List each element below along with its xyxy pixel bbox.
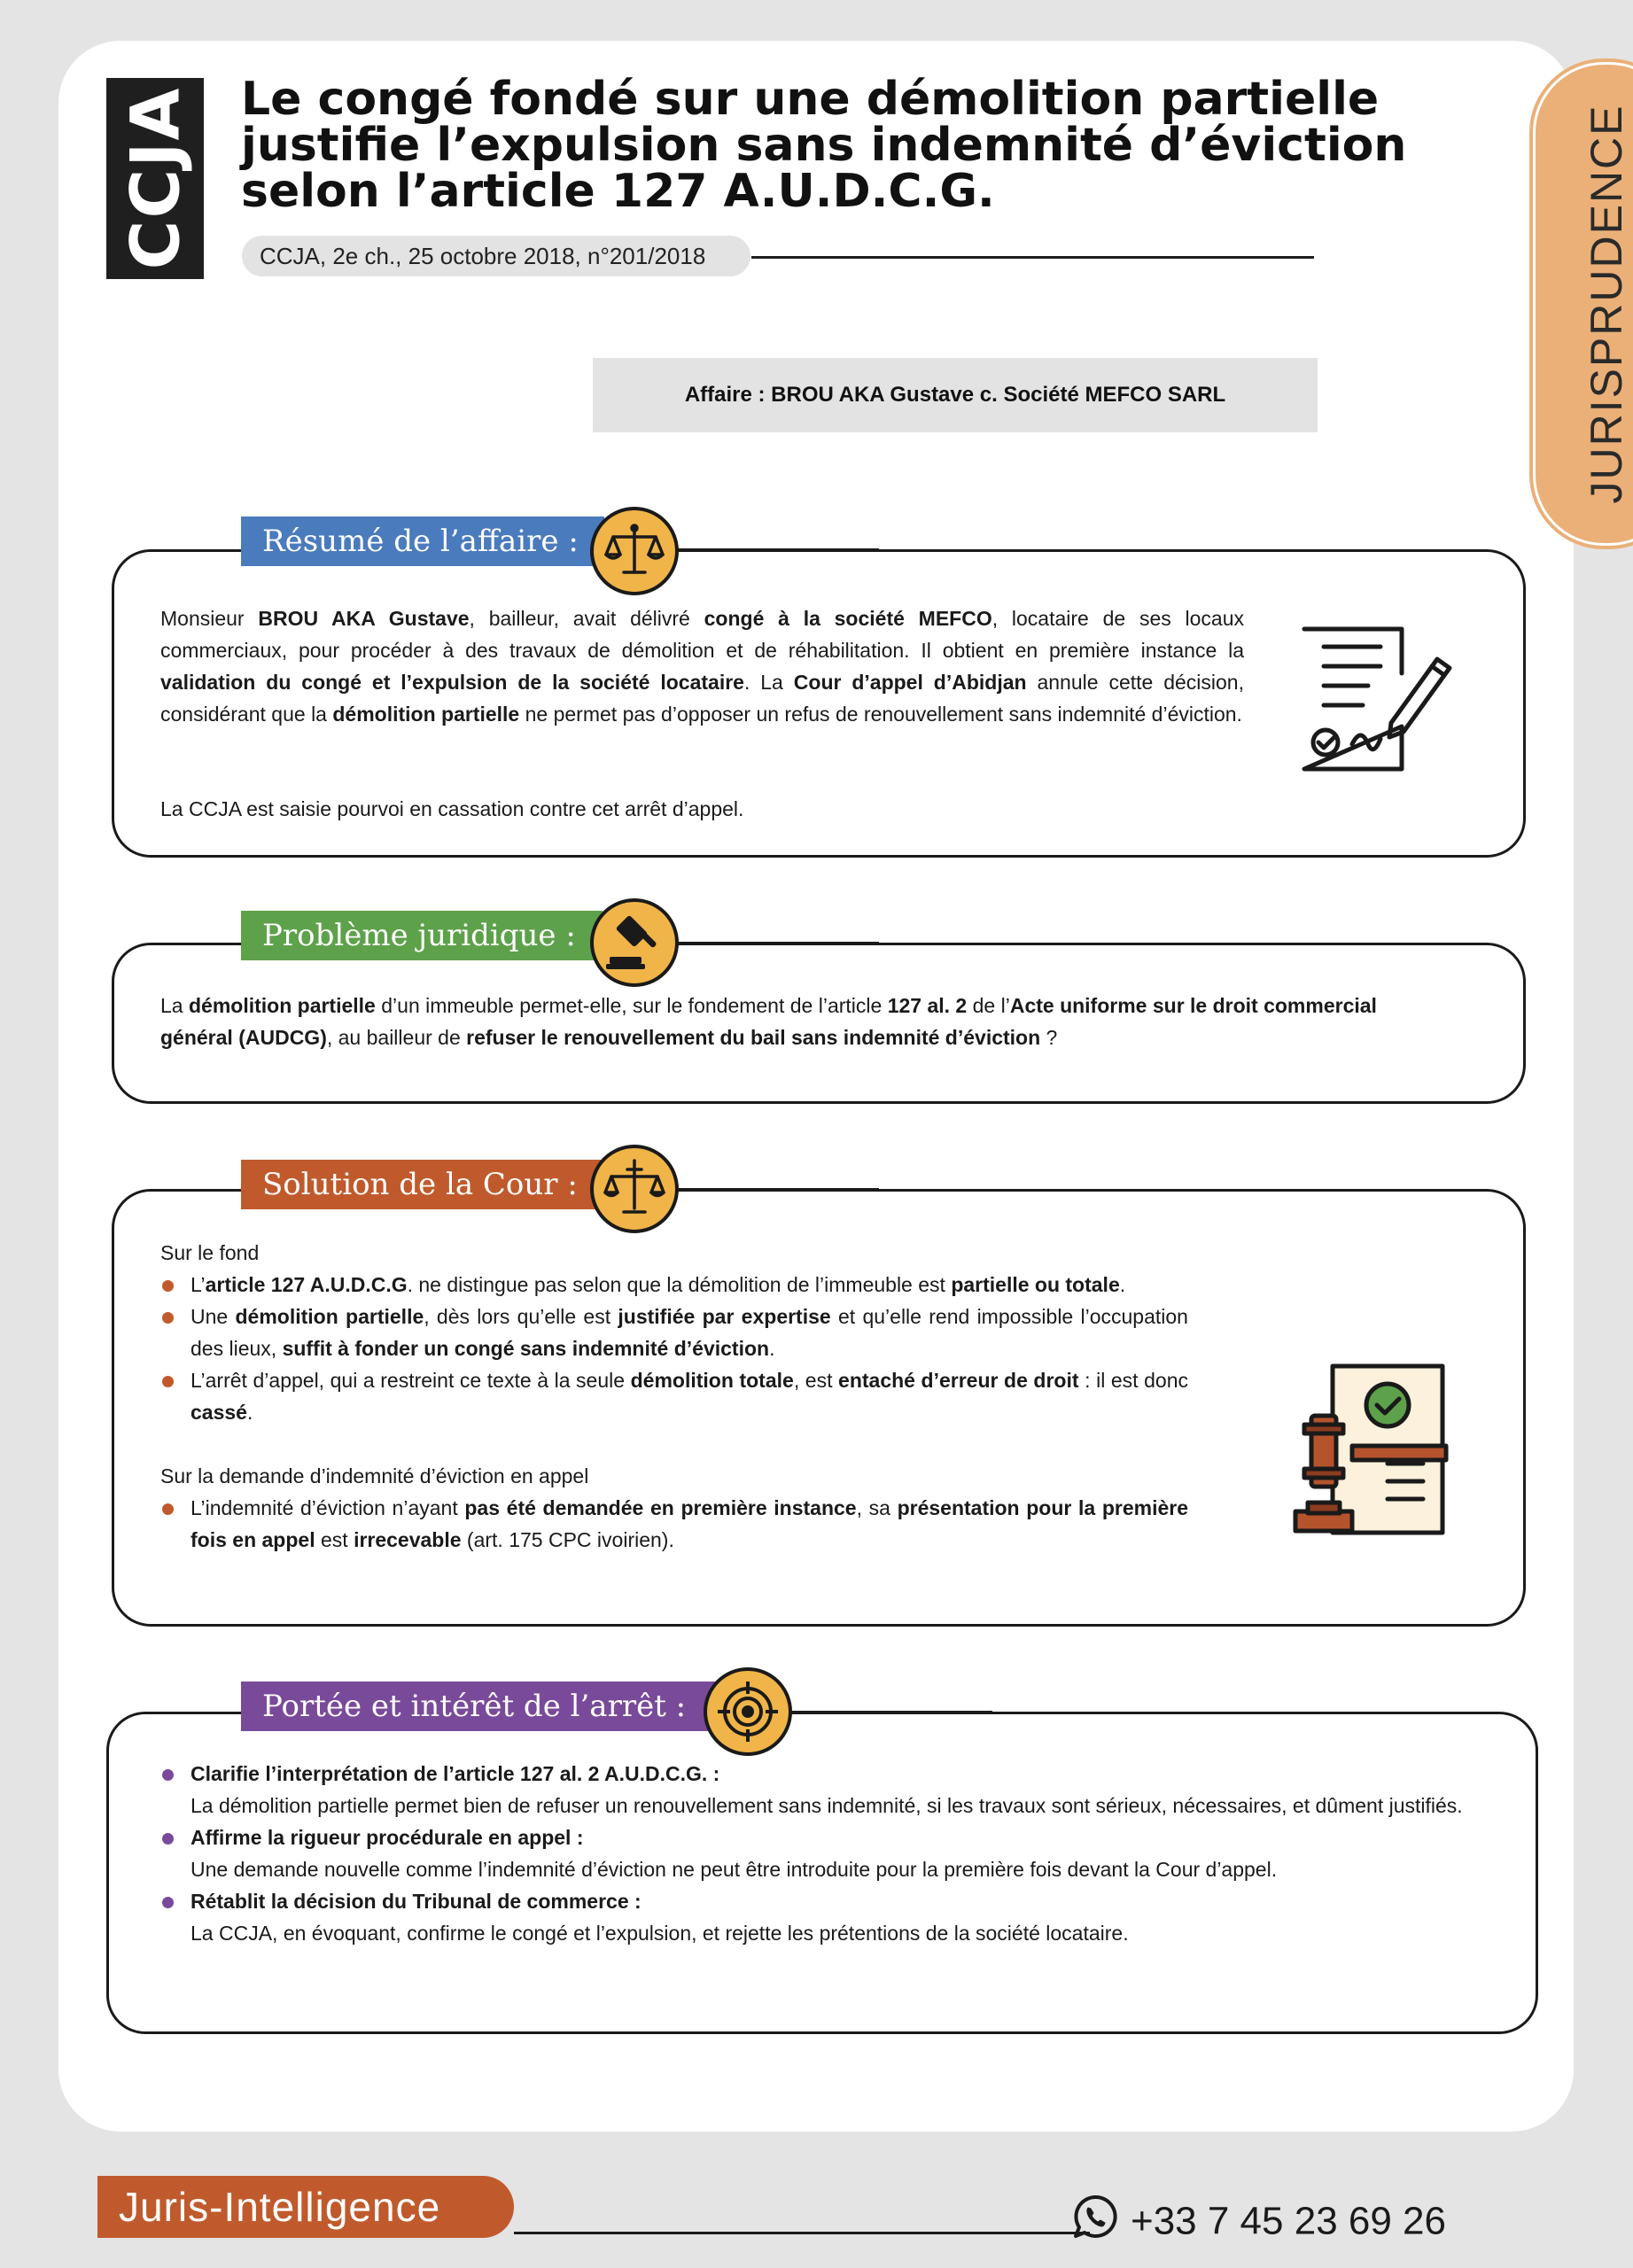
ccja-tag xyxy=(106,78,204,279)
body-text: d’un immeuble permet-elle, sur le fondement de l’article xyxy=(375,994,888,1017)
signed-contract-icon xyxy=(1299,620,1458,784)
portee-item-title: Rétablit la décision du Tribunal de commerce : xyxy=(191,1890,642,1913)
ccja-tag-label: CCJA xyxy=(115,86,195,270)
body-text: Une xyxy=(191,1305,236,1328)
emphasis-text: suffit à fonder un congé sans indemnité d’éviction xyxy=(282,1337,770,1360)
portee-item-text: La démolition partielle permet bien de refuser un renouvellement sans indemnité, si les travaux sont sérieux, nécessaires, et dûment justifiés. xyxy=(191,1794,1463,1817)
title-line: justifie l’expulsion sans indemnité d’éviction xyxy=(241,119,1407,172)
list-item xyxy=(160,1364,1188,1428)
body-text: . xyxy=(246,1401,253,1424)
body-text: : il est donc xyxy=(1078,1369,1189,1392)
emphasis-text: 127 al. 2 xyxy=(887,994,968,1017)
section-tab xyxy=(1533,62,1633,546)
body-text: . xyxy=(769,1337,775,1360)
list-item xyxy=(160,1492,1188,1556)
solution-label: Solution de la Cour : xyxy=(241,1160,604,1209)
body-text: , locataire de ses locaux commerciaux, pour procéder à des travaux de démolition et de réhabilitation. Il obtient en première instance la xyxy=(160,607,1244,662)
portee-label: Portée et intérêt de l’arrêt : xyxy=(241,1682,718,1731)
list-item xyxy=(160,1885,1463,1949)
body-text: (art. 175 CPC ivoirien). xyxy=(461,1528,674,1551)
body-text: , est xyxy=(793,1369,839,1392)
body-text: L’ xyxy=(191,1273,206,1296)
emphasis-text: Cour d’appel d’Abidjan xyxy=(793,671,1027,694)
decision-reference: CCJA, 2e ch., 25 octobre 2018, n°201/2018 xyxy=(242,236,750,276)
emphasis-text: congé à la société MEFCO xyxy=(704,607,992,630)
body-text: L’arrêt d’appel, qui a restreint ce texte à la seule xyxy=(191,1369,631,1392)
body-text: . La xyxy=(743,671,794,694)
emphasis-text: justifiée par expertise xyxy=(618,1305,831,1328)
emphasis-text: cassé xyxy=(191,1401,247,1424)
resume-label: Résumé de l’affaire : xyxy=(241,517,604,566)
solution-list-appel xyxy=(160,1492,1188,1556)
body-text: ? xyxy=(1040,1026,1058,1049)
emphasis-text: irrecevable xyxy=(354,1528,462,1551)
emphasis-text: Acte uniforme sur le droit commercial général (AUDCG) xyxy=(160,994,1377,1049)
solution-heading-fond: Sur le fond xyxy=(160,1241,260,1264)
emphasis-text: validation du congé et l’expulsion de la société locataire xyxy=(160,671,744,694)
body-text: et qu’elle rend impossible l’occupation des lieux, xyxy=(191,1305,1188,1360)
emphasis-text: article 127 A.U.D.C.G xyxy=(205,1273,408,1296)
body-text: , bailleur, avait délivré xyxy=(469,607,704,630)
title-line: selon l’article 127 A.U.D.C.G. xyxy=(241,165,995,218)
portee-item-title: Clarifie l’interprétation de l’article 127 al. 2 A.U.D.C.G. : xyxy=(191,1762,720,1785)
body-text: annule cette décision, considérant que la xyxy=(160,671,1244,726)
divider xyxy=(514,2232,1090,2234)
divider xyxy=(675,942,879,944)
scales-icon xyxy=(590,507,679,595)
resume-conclusion: La CCJA est saisie pourvoi en cassation contre cet arrêt d’appel. xyxy=(160,797,744,820)
portee-item-text: La CCJA, en évoquant, confirme le congé et l’expulsion, et rejette les prétentions de la société locataire. xyxy=(191,1922,1129,1945)
phone-number: +33 7 45 23 69 26 xyxy=(1131,2199,1446,2243)
emphasis-text: démolition partielle xyxy=(332,703,520,726)
list-item xyxy=(160,1301,1188,1364)
portee-content xyxy=(160,1758,1463,1949)
body-text: La xyxy=(160,994,189,1017)
body-text: ne permet pas d’opposer un refus de renouvellement sans indemnité d’éviction. xyxy=(519,703,1242,726)
portee-item-text: Une demande nouvelle comme l’indemnité d’éviction ne peut être introduite pour la première fois devant la Cour d’appel. xyxy=(191,1858,1278,1881)
resume-paragraph xyxy=(160,602,1244,730)
solution-heading-appel: Sur la demande d’indemnité d’éviction en appel xyxy=(160,1464,589,1487)
divider xyxy=(789,1711,992,1713)
divider xyxy=(675,548,879,551)
brand-footer: Juris-Intelligence xyxy=(97,2176,514,2238)
body-text: est xyxy=(315,1528,354,1551)
body-text: de l’ xyxy=(967,994,1010,1017)
emphasis-text: présentation pour la première fois en appel xyxy=(191,1496,1188,1551)
emphasis-text: partielle ou totale xyxy=(951,1273,1120,1296)
emphasis-text: démolition totale xyxy=(630,1369,794,1392)
case-parties: Affaire : BROU AKA Gustave c. Société MEFCO SARL xyxy=(593,358,1318,432)
solution-content xyxy=(160,1237,1188,1556)
sword-scales-icon xyxy=(590,1145,679,1233)
portee-list xyxy=(160,1758,1463,1949)
emphasis-text: entaché d’erreur de droit xyxy=(838,1369,1079,1392)
solution-list-fond xyxy=(160,1269,1188,1428)
divider xyxy=(675,1188,879,1191)
probleme-question xyxy=(160,990,1419,1053)
list-item xyxy=(160,1269,1188,1301)
title-line: Le congé fondé sur une démolition partielle xyxy=(241,73,1380,126)
gavel-icon xyxy=(590,898,679,987)
divider xyxy=(751,256,1314,259)
body-text: , dès lors qu’elle est xyxy=(424,1305,618,1328)
portee-item-title: Affirme la rigueur procédurale en appel : xyxy=(191,1826,584,1849)
body-text: . xyxy=(1119,1273,1126,1296)
whatsapp-icon xyxy=(1072,2194,1118,2254)
emphasis-text: BROU AKA Gustave xyxy=(258,607,470,630)
emphasis-text: refuser le renouvellement du bail sans indemnité d’éviction xyxy=(466,1026,1041,1049)
section-tab-label: JURISPRUDENCE xyxy=(1582,104,1631,504)
list-item xyxy=(160,1758,1463,1821)
body-text: Monsieur xyxy=(160,607,259,630)
emphasis-text: démolition partielle xyxy=(188,994,376,1017)
emphasis-text: démolition partielle xyxy=(235,1305,424,1328)
body-text: L’indemnité d’éviction n’ayant xyxy=(191,1496,465,1519)
phone-contact[interactable] xyxy=(1072,2194,1446,2247)
body-text: . ne distingue pas selon que la démolition de l’immeuble est xyxy=(407,1273,952,1296)
emphasis-text: pas été demandée en première instance xyxy=(464,1496,857,1519)
target-icon xyxy=(704,1667,792,1756)
probleme-label: Problème juridique : xyxy=(241,911,603,960)
body-text: , sa xyxy=(856,1496,898,1519)
page-title xyxy=(241,73,1407,218)
list-item xyxy=(160,1821,1463,1885)
body-text: , au bailleur de xyxy=(326,1026,467,1049)
gavel-document-icon xyxy=(1290,1361,1467,1542)
